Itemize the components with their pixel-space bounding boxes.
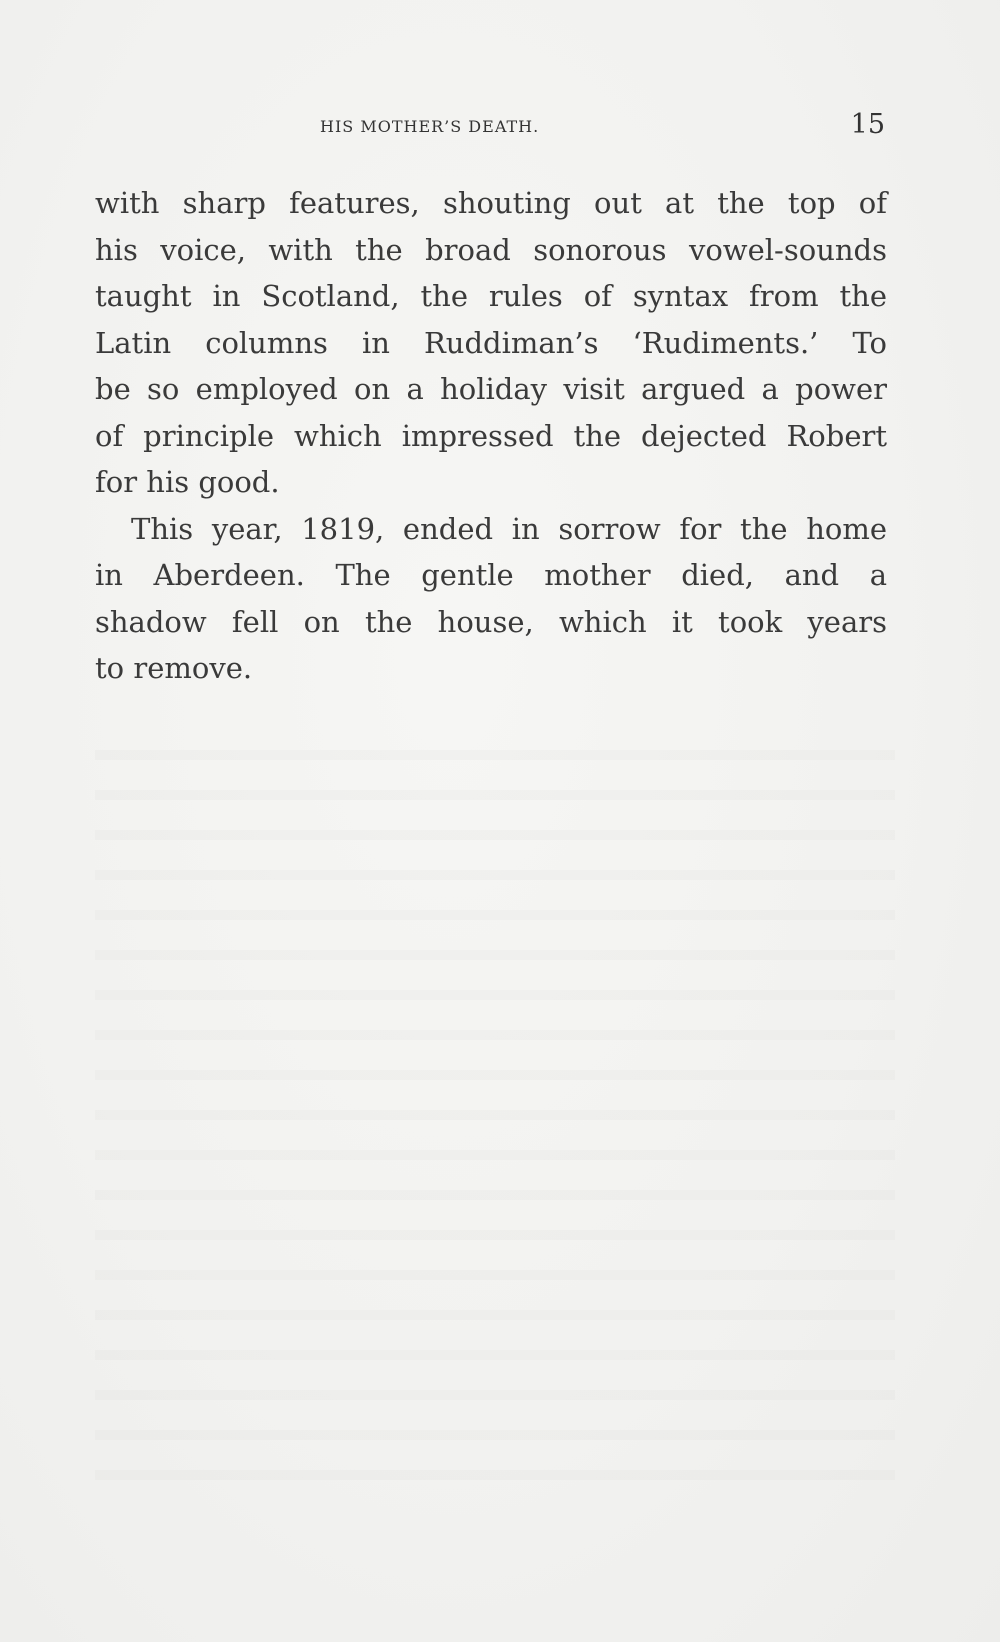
running-head-title: his mother’s death.	[320, 112, 540, 138]
body-text	[95, 180, 887, 692]
text-line: Latin columns in Ruddiman’s ‘Rudiments.’ To	[95, 325, 887, 360]
text-line: be so employed on a holiday visit argued a power	[95, 372, 887, 406]
text-line: his voice, with the broad sonorous vowel-sounds	[95, 232, 887, 267]
text-line: taught in Scotland, the rules of syntax from the	[95, 279, 887, 313]
text-line: shadow fell on the house, which it took years	[95, 604, 887, 639]
text-line: This year, 1819, ended in sorrow for the home	[131, 511, 887, 546]
text-line: for his good.	[95, 465, 280, 499]
page-number: 15	[850, 109, 885, 140]
running-head	[95, 109, 885, 152]
paragraph-2	[95, 506, 887, 692]
text-line: to remove.	[95, 651, 253, 685]
paragraph-1	[95, 180, 887, 506]
show-through-texture	[95, 720, 895, 1480]
text-line: with sharp features, shouting out at the top of	[95, 186, 887, 220]
text-line: in Aberdeen. The gentle mother died, and a	[95, 558, 887, 592]
text-line: of principle which impressed the dejected Robert	[95, 418, 887, 453]
